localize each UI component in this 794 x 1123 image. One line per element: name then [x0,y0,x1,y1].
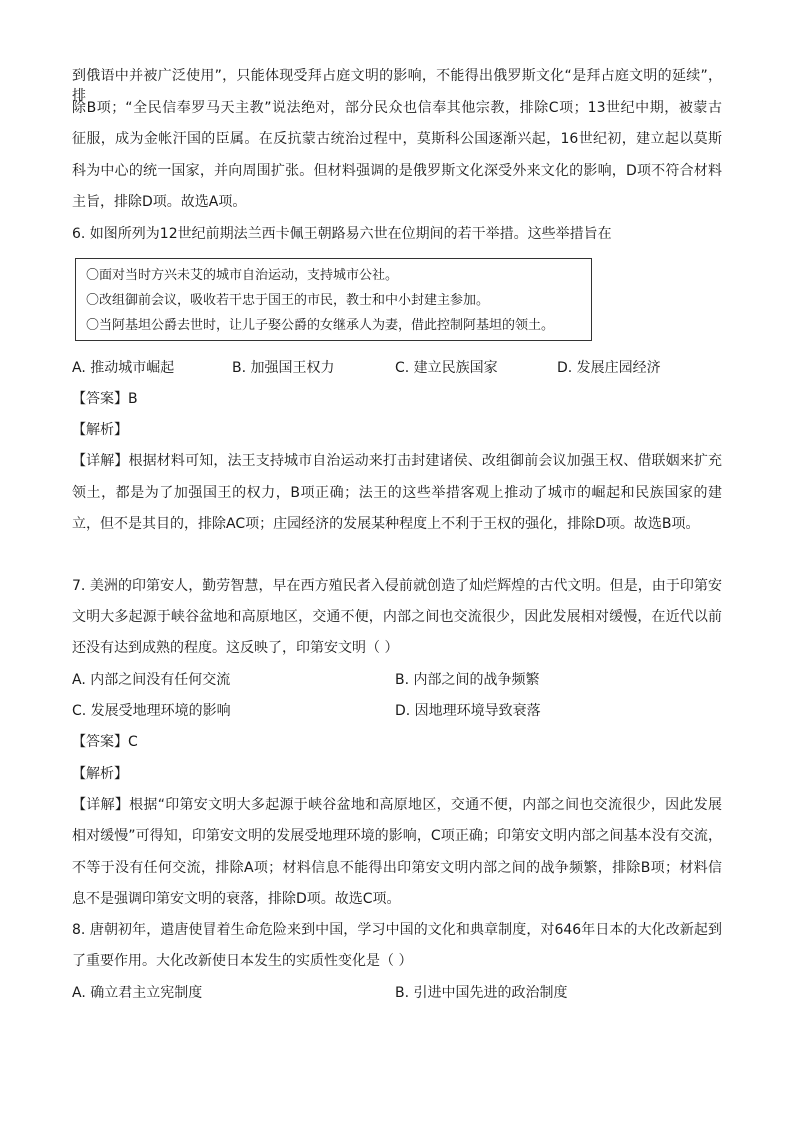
prev-explanation-line-5: 主旨，排除D项。故选A项。 [72,194,247,210]
q6-analysis-line-3: 立，但不是其目的，排除AC项；庄园经济的发展某种程度上不利于王权的强化，排除D项。故选B项。 [72,516,700,532]
q7-stem-line-1: 7. 美洲的印第安人，勤劳智慧，早在西方殖民者入侵前就创造了灿烂辉煌的古代文明。但是，由于印第安 [72,578,722,594]
q6-box-line-2: 〇改组御前会议，吸收若干忠于国王的市民，教士和中小封建主参加。 [86,293,490,308]
q6-analysis-title: 【解析】 [72,422,128,438]
prev-explanation-line-2: 除B项；“全民信奉罗马天主教”说法绝对，部分民众也信奉其他宗教，排除C项；13世纪中期，被蒙古 [72,100,722,116]
q8-stem-line-2: 了重要作用。大化改新使日本发生的实质性变化是（ ） [72,953,413,969]
q6-box-line-1: 〇面对当时方兴未艾的城市自治运动，支持城市公社。 [86,268,399,283]
q7-answer: 【答案】C [72,734,138,750]
q7-stem-line-3: 还没有达到成熟的程度。这反映了，印第安文明（ ） [72,640,399,656]
q6-box-line-3: 〇当阿基坦公爵去世时，让儿子娶公爵的女继承人为妻，借此控制阿基坦的领土。 [86,318,555,333]
q8-option-a: A. 确立君主立宪制度 [72,985,203,1001]
q6-option-d: D. 发展庄园经济 [557,360,661,376]
q7-option-d: D. 因地理环境导致衰落 [395,703,541,719]
q6-option-b: B. 加强国王权力 [232,360,335,376]
prev-explanation-line-4: 科为中心的统一国家，并向周围扩张。但材料强调的是俄罗斯文化深受外来文化的影响，D项不符合材料 [72,163,722,179]
q7-analysis-line-3: 不等于没有任何交流，排除A项；材料信息不能得出印第安文明内部之间的战争频繁，排除B项；材料信 [72,860,722,876]
prev-explanation-line-3: 征服，成为金帐汗国的臣属。在反抗蒙古统治过程中，莫斯科公国逐渐兴起，16世纪初，建立起以莫斯 [72,131,722,147]
q7-option-c: C. 发展受地理环境的影响 [72,703,231,719]
q7-option-a: A. 内部之间没有任何交流 [72,672,231,688]
q7-option-b: B. 内部之间的战争频繁 [395,672,540,688]
q6-stem: 6. 如图所列为12世纪前期法兰西卡佩王朝路易六世在位期间的若干举措。这些举措旨在 [72,226,612,242]
q7-analysis-line-2: 相对缓慢”可得知，印第安文明的发展受地理环境的影响，C项正确；印第安文明内部之间基本没有交流， [72,828,722,844]
q7-stem-line-2: 文明大多起源于峡谷盆地和高原地区，交通不便，内部之间也交流很少，因此发展相对缓慢，在近代以前 [72,609,722,625]
q7-analysis-line-4: 息不是强调印第安文明的衰落，排除D项。故选C项。 [72,891,401,907]
q6-answer: 【答案】B [72,391,138,407]
q6-option-a: A. 推动城市崛起 [72,360,175,376]
q6-analysis-line-2: 领土，都是为了加强国王的权力，B项正确；法王的这些举措客观上推动了城市的崛起和民族国家的建 [72,485,722,501]
q6-material-box [75,258,592,341]
q6-option-c: C. 建立民族国家 [395,360,498,376]
q7-analysis-title: 【解析】 [72,766,128,782]
prev-explanation-line-1: 到俄语中并被广泛使用”，只能体现受拜占庭文明的影响，不能得出俄罗斯文化“是拜占庭文明的延续”，排 [72,68,722,104]
q7-analysis-line-1: 【详解】根据“印第安文明大多起源于峡谷盆地和高原地区，交通不便，内部之间也交流很少，因此发展 [72,797,722,813]
q8-stem-line-1: 8. 唐朝初年，遣唐使冒着生命危险来到中国，学习中国的文化和典章制度，对646年日本的大化改新起到 [72,922,722,938]
q8-option-b: B. 引进中国先进的政治制度 [395,985,568,1001]
q6-analysis-line-1: 【详解】根据材料可知，法王支持城市自治运动来打击封建诸侯、改组御前会议加强王权、借联姻来扩充 [72,453,722,469]
